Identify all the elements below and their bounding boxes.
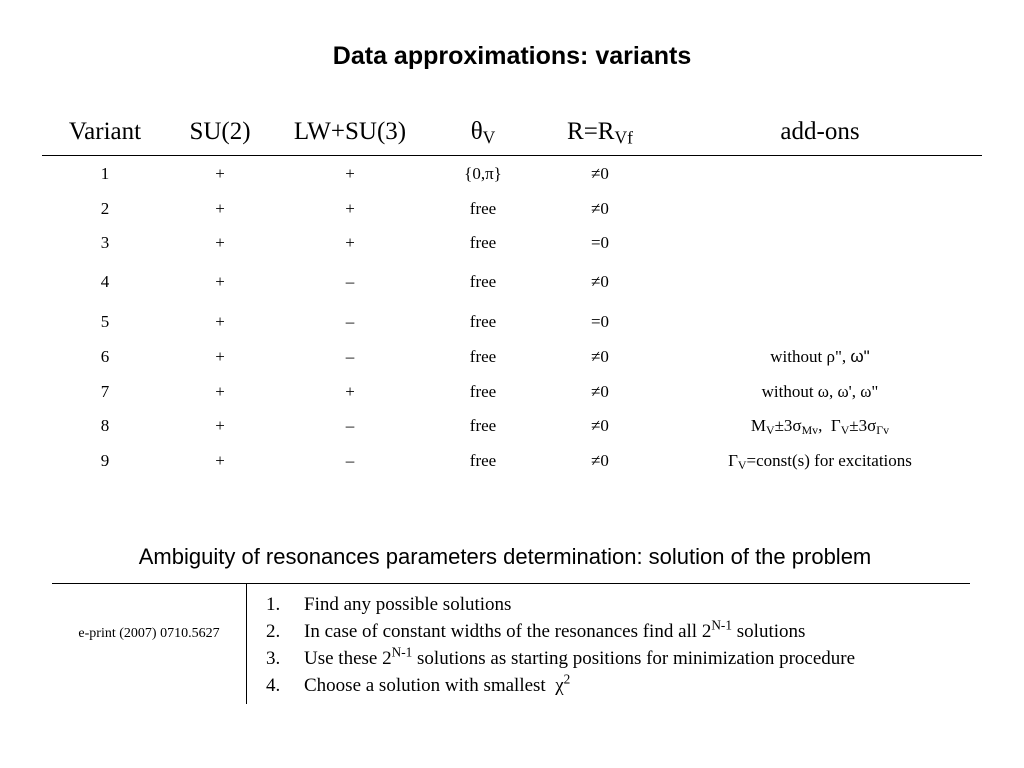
eprint-reference: e-print (2007) 0710.5627	[78, 626, 220, 641]
section-divider	[246, 584, 247, 704]
cell-lwsu3: +	[345, 164, 355, 183]
cell-r: =0	[590, 233, 610, 252]
cell-r: ≠0	[591, 164, 609, 183]
cell-theta: free	[469, 199, 497, 218]
cell-lwsu3: +	[345, 382, 355, 401]
cell-variant: 4	[100, 272, 110, 291]
r-main: R=R	[567, 118, 615, 145]
cell-variant: 7	[100, 382, 110, 401]
cell-lwsu3: –	[345, 451, 355, 470]
cell-su2: +	[215, 347, 225, 366]
header-variant: Variant	[68, 118, 142, 145]
page-title: Data approximations: variants	[332, 42, 692, 70]
cell-lwsu3: –	[345, 347, 355, 366]
cell-theta: free	[469, 382, 497, 401]
cell-r: ≠0	[591, 347, 609, 366]
cell-r: ≠0	[591, 199, 609, 218]
table-header-rule	[42, 155, 982, 156]
cell-lwsu3: +	[345, 233, 355, 252]
cell-variant: 9	[100, 451, 110, 470]
cell-r: ≠0	[591, 451, 609, 470]
cell-lwsu3: +	[345, 199, 355, 218]
cell-variant: 8	[100, 416, 110, 435]
cell-theta: free	[469, 451, 497, 470]
header-addons: add-ons	[780, 118, 860, 145]
section-subtitle: Ambiguity of resonances parameters determination: solution of the problem	[138, 544, 872, 569]
cell-variant: 1	[100, 164, 110, 183]
cell-su2: +	[215, 164, 225, 183]
cell-theta: free	[469, 233, 497, 252]
cell-su2: +	[215, 382, 225, 401]
cell-lwsu3: –	[345, 272, 355, 291]
header-theta	[443, 118, 523, 146]
theta-symbol: θ	[470, 118, 483, 145]
r-subscript: Vf	[614, 127, 633, 148]
cell-su2: +	[215, 199, 225, 218]
theta-subscript: V	[482, 127, 496, 148]
cell-su2: +	[215, 416, 225, 435]
cell-theta: free	[469, 347, 497, 366]
cell-lwsu3: –	[345, 416, 355, 435]
cell-theta: {0,π}	[464, 164, 502, 183]
cell-su2: +	[215, 312, 225, 331]
addon-row-7: without ω, ω', ω"	[761, 382, 879, 401]
cell-theta: free	[469, 312, 497, 331]
cell-su2: +	[215, 272, 225, 291]
cell-variant: 3	[100, 233, 110, 252]
cell-r: ≠0	[591, 416, 609, 435]
cell-lwsu3: –	[345, 312, 355, 331]
addon-row-6: without ρ", ω"	[770, 347, 870, 366]
addon-row-8: $M_V\pm 3\sigma_{Mv}$, $\Gamma_V\pm 3\sigma_{\Gamma v}$	[750, 416, 890, 437]
cell-su2: +	[215, 451, 225, 470]
section-rule	[52, 583, 970, 584]
cell-variant: 2	[100, 199, 110, 218]
cell-r: ≠0	[591, 382, 609, 401]
cell-theta: free	[469, 272, 497, 291]
cell-r: ≠0	[591, 272, 609, 291]
cell-r: =0	[590, 312, 610, 331]
header-r	[540, 118, 660, 146]
cell-variant: 6	[100, 347, 110, 366]
cell-su2: +	[215, 233, 225, 252]
header-lwsu3: LW+SU(3)	[293, 118, 407, 145]
cell-variant: 5	[100, 312, 110, 331]
header-su2: SU(2)	[189, 118, 251, 145]
addon-row-9: $\Gamma_V=const(s)$ for excitations	[728, 451, 912, 472]
cell-theta: free	[469, 416, 497, 435]
